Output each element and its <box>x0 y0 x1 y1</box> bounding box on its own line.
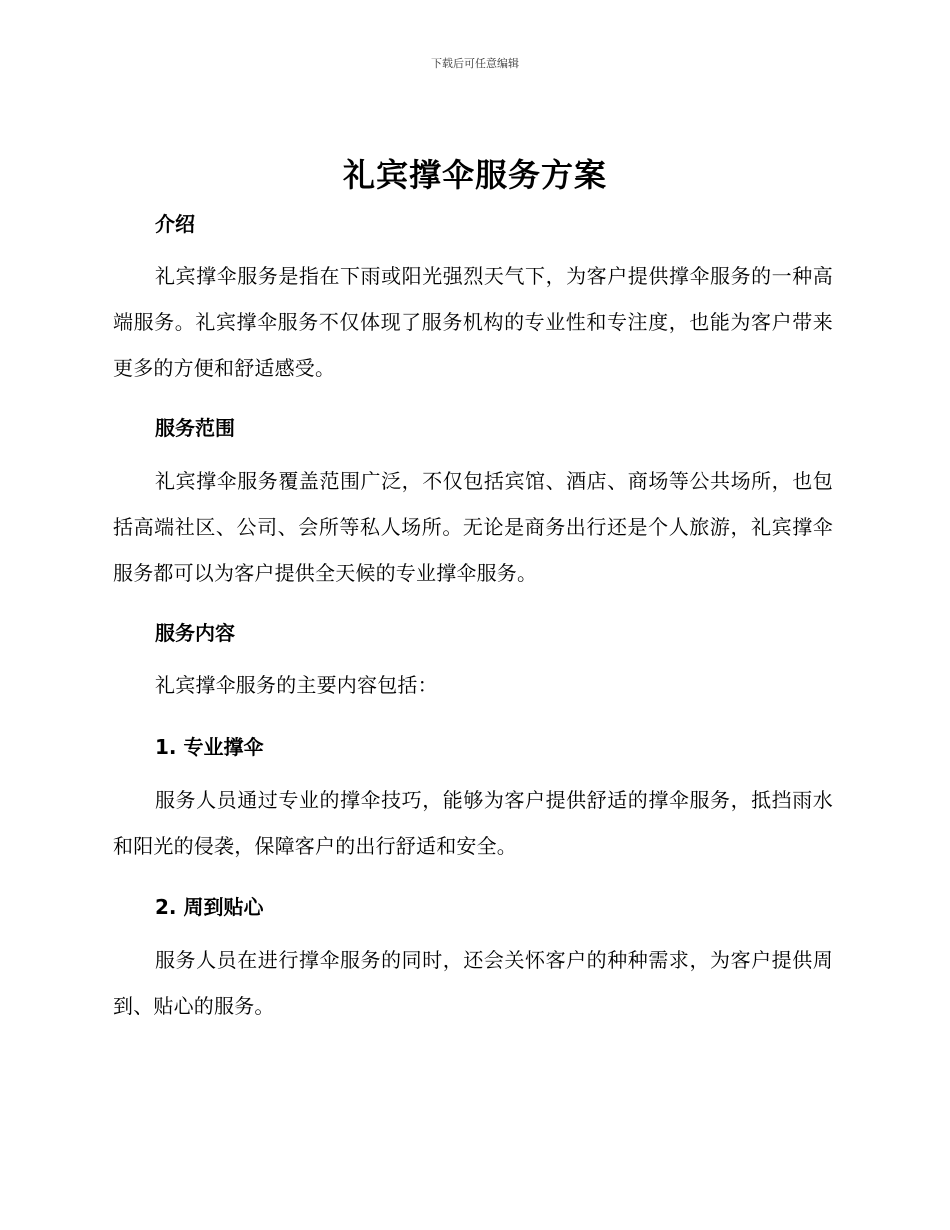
section-heading-service-scope: 服务范围 <box>155 416 235 440</box>
paragraph-attentive-service: 服务人员在进行撑伞服务的同时，还会关怀客户的种种需求，为客户提供周到、贴心的服务。 <box>113 948 833 1018</box>
paragraph-service-scope: 礼宾撑伞服务覆盖范围广泛，不仅包括宾馆、酒店、商场等公共场所，也包括高端社区、公司、会所等私人场所。无论是商务出行还是个人旅游，礼宾撑伞服务都可以为客户提供全天候的专业撑伞服务。 <box>113 469 833 585</box>
header-note: 下载后可任意编辑 <box>431 57 519 70</box>
section-heading-introduction: 介绍 <box>155 212 195 236</box>
section-heading-service-content: 服务内容 <box>155 621 235 645</box>
section-heading-professional-umbrella: 1. 专业撑伞 <box>155 735 264 759</box>
section-heading-attentive-service: 2. 周到贴心 <box>155 895 264 919</box>
paragraph-introduction: 礼宾撑伞服务是指在下雨或阳光强烈天气下，为客户提供撑伞服务的一种高端服务。礼宾撑伞服务不仅体现了服务机构的专业性和专注度，也能为客户带来更多的方便和舒适感受。 <box>113 264 833 380</box>
paragraph-professional-umbrella: 服务人员通过专业的撑伞技巧，能够为客户提供舒适的撑伞服务，抵挡雨水和阳光的侵袭，保障客户的出行舒适和安全。 <box>113 788 833 858</box>
paragraph-service-content: 礼宾撑伞服务的主要内容包括： <box>155 673 438 697</box>
document-title: 礼宾撑伞服务方案 <box>342 156 607 194</box>
